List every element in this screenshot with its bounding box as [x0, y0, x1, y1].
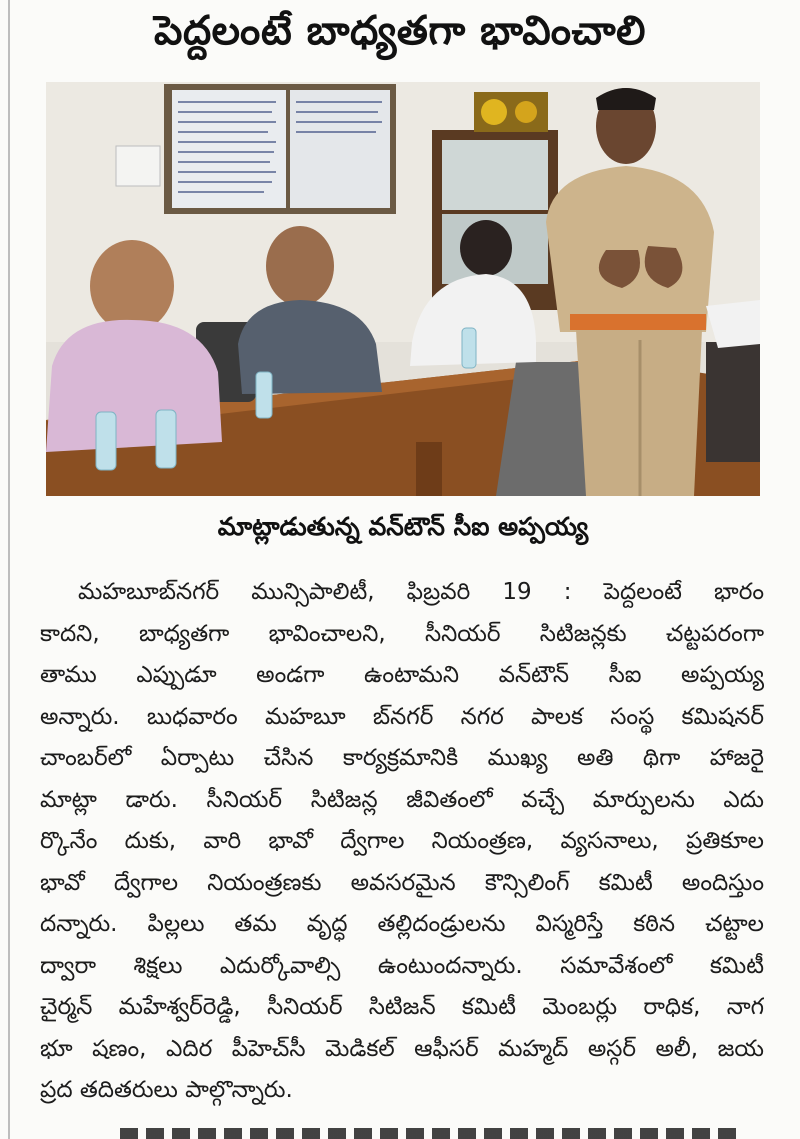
body-line: మాట్లా డారు. సీనియర్‌ సిటిజన్ల జీవితంలో వచ్చే మార్పులను ఎదు — [40, 786, 764, 813]
article-headline: పెద్దలంటే బాధ్యతగా భావించాలి — [154, 8, 646, 54]
photo-caption: మాట్లాడుతున్న వన్‌టౌన్‌ సీఐ అప్పయ్య — [217, 512, 589, 541]
column-rule — [8, 0, 10, 1139]
body-line: అన్నారు. బుధవారం మహబూ బ్‌నగర్‌ నగర పాలక సంస్థ కమిషనర్‌ — [40, 703, 764, 730]
body-line: ద్వారా శిక్షలు ఎదుర్కోవాల్సి ఉంటుందన్నారు. సమావేశంలో కమిటీ — [40, 952, 764, 979]
body-line: భావో ద్వేగాల నియంత్రణకు అవసరమైన కౌన్సిలింగ్‌ కమిటీ అందిస్తుం — [40, 869, 764, 896]
meeting-photo-illustration — [46, 82, 760, 496]
body-line: చైర్మన్‌ మహేశ్వర్‌రెడ్డి, సీనియర్‌ సిటిజన్‌ కమిటీ మెంబర్లు రాధిక, నాగ — [40, 994, 764, 1020]
body-line: భూ షణం, ఎదిర పీహెచ్‌సీ మెడికల్‌ ఆఫీసర్‌ మహ్మద్‌ అస్గర్‌ అలీ, జయ — [40, 1035, 764, 1062]
news-photo — [46, 82, 760, 496]
body-line: ప్రద తదితరులు పాల్గొన్నారు. — [40, 1077, 293, 1103]
wall-notice-board — [164, 84, 396, 214]
body-line: తాము ఎప్పుడూ అండగా ఉంటామని వన్‌టౌన్‌ సీఐ అప్పయ్య — [40, 662, 764, 688]
body-line: ర్కొనేం దుకు, వారి భావో ద్వేగాల నియంత్రణ, వ్యసనాలు, ప్రతికూల — [40, 828, 764, 854]
body-line: దన్నారు. పిల్లలు తమ వృద్ధ తల్లిదండ్రులను విస్మరిస్తే కఠిన చట్టాల — [40, 911, 764, 937]
next-headline-cut-off — [120, 1128, 740, 1139]
body-line: కాదని, బాధ్యతగా భావించాలని, సీనియర్‌ సిటిజన్లకు చట్టపరంగా — [40, 620, 764, 647]
body-line: మహబూబ్‌నగర్‌ మున్సిపాలిటీ, ఫిబ్రవరి 19 : పెద్దలంటే భారం — [78, 579, 764, 605]
body-line: చాంబర్‌లో ఏర్పాటు చేసిన కార్యక్రమానికి ముఖ్య అతి థిగా హాజరై — [40, 745, 764, 771]
article-body — [40, 572, 764, 1132]
